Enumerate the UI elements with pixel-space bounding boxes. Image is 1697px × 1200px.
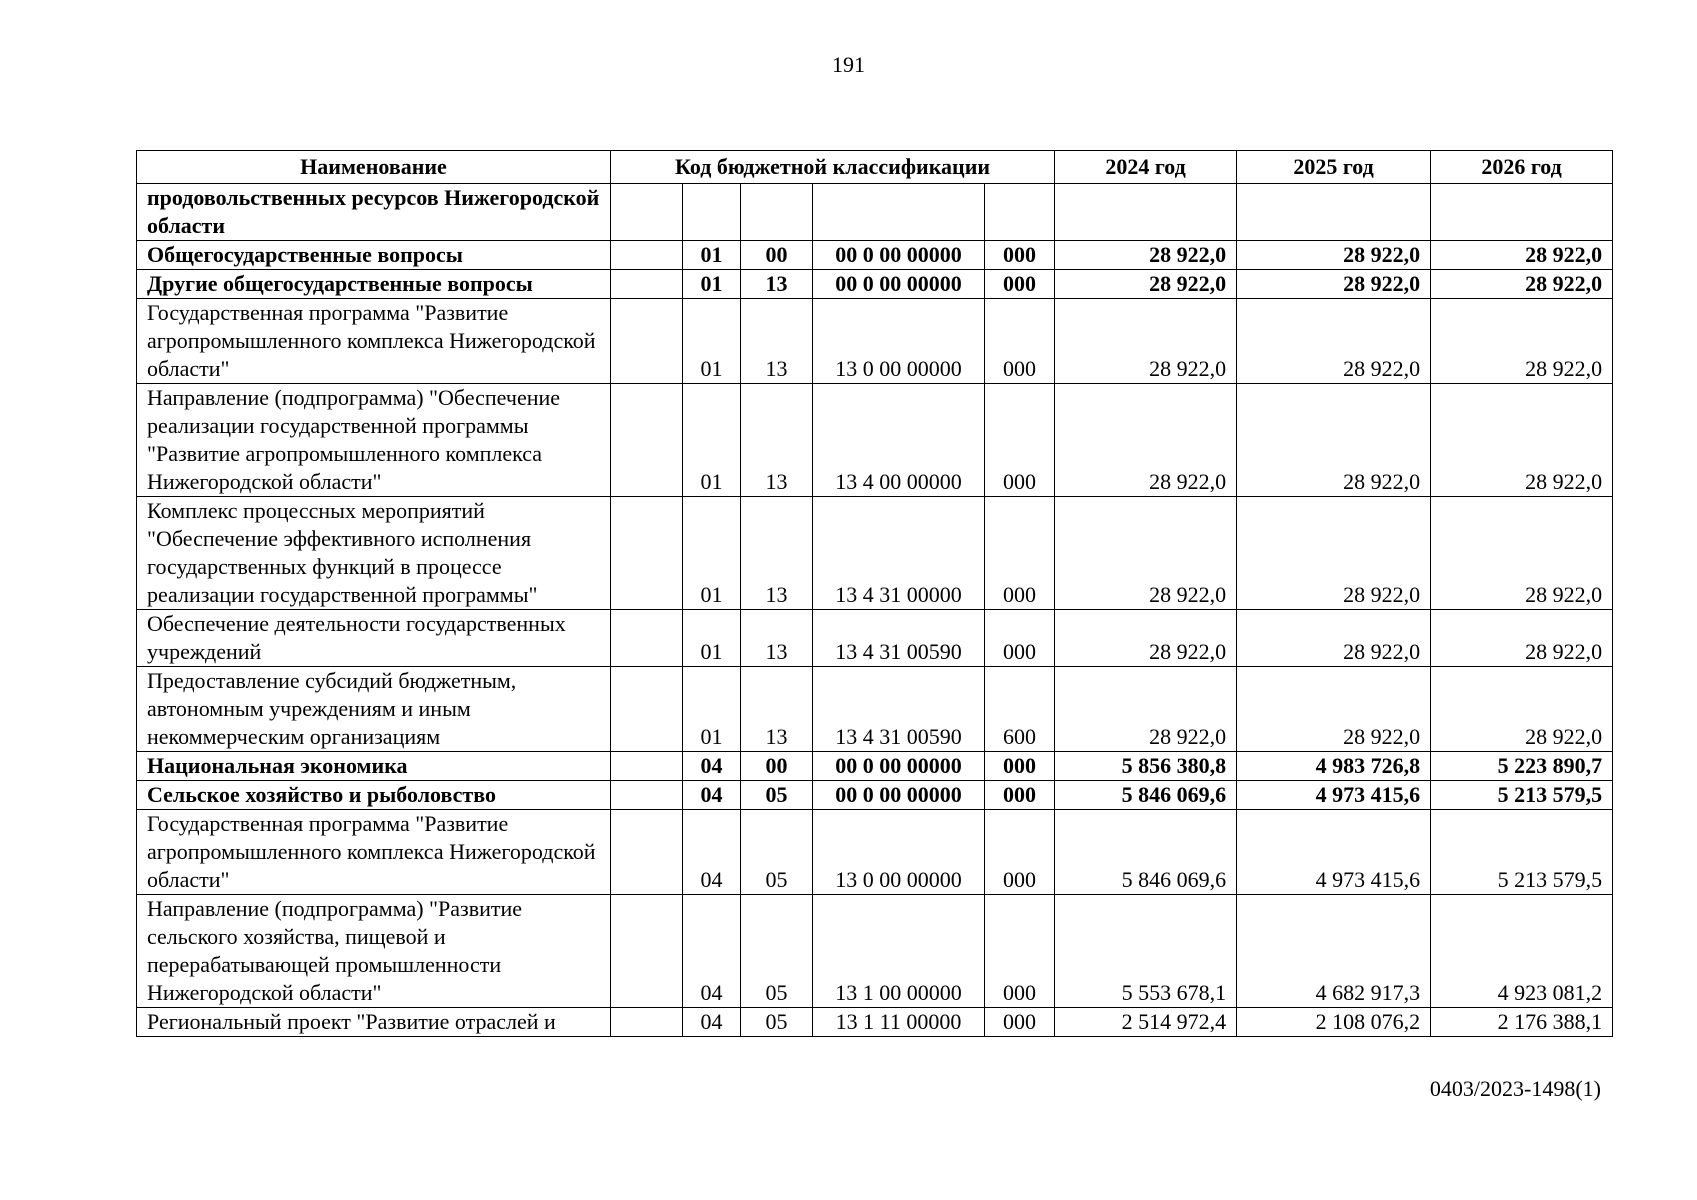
table-row (137, 752, 1613, 781)
row-empty-code-cell (611, 299, 683, 384)
row-section-code: 04 (683, 1008, 741, 1037)
row-expense-type-code: 000 (985, 497, 1055, 610)
row-section-code: 04 (683, 895, 741, 1008)
row-target-article-code: 00 0 00 00000 (813, 752, 985, 781)
row-name-cell: Государственная программа "Развитие агропромышленного комплекса Нижегородской области" (137, 299, 611, 384)
row-amount-2025: 28 922,0 (1237, 667, 1431, 752)
row-amount-2025: 28 922,0 (1237, 270, 1431, 299)
row-name-cell: Государственная программа "Развитие агропромышленного комплекса Нижегородской области" (137, 810, 611, 895)
row-subsection-code: 05 (741, 1008, 813, 1037)
row-target-article-code: 00 0 00 00000 (813, 241, 985, 270)
row-subsection-code: 13 (741, 610, 813, 667)
row-amount-2024: 28 922,0 (1055, 241, 1237, 270)
row-target-article-code: 13 4 31 00590 (813, 610, 985, 667)
table-body (137, 184, 1613, 1037)
row-subsection-code: 13 (741, 384, 813, 497)
row-name-cell: Направление (подпрограмма) "Обеспечение реализации государственной программы "Развитие агропромышленного комплекса Нижегородской области" (137, 384, 611, 497)
row-amount-2026: 28 922,0 (1431, 384, 1613, 497)
row-target-article-code: 13 1 00 00000 (813, 895, 985, 1008)
row-expense-type-code: 000 (985, 384, 1055, 497)
row-subsection-code: 00 (741, 752, 813, 781)
table-header-row (137, 151, 1613, 184)
row-amount-2025: 4 682 917,3 (1237, 895, 1431, 1008)
row-target-article-code: 13 1 11 00000 (813, 1008, 985, 1037)
row-name-cell: Другие общегосударственные вопросы (137, 270, 611, 299)
row-name-cell: Региональный проект "Развитие отраслей и (137, 1008, 611, 1037)
row-expense-type-code: 000 (985, 241, 1055, 270)
row-name-cell: продовольственных ресурсов Нижегородской области (137, 184, 611, 241)
row-expense-type-code: 000 (985, 1008, 1055, 1037)
row-subsection-code: 00 (741, 241, 813, 270)
page-number: 191 (832, 52, 865, 77)
row-amount-2025: 28 922,0 (1237, 497, 1431, 610)
row-amount-2026: 5 213 579,5 (1431, 810, 1613, 895)
row-expense-type-code: 600 (985, 667, 1055, 752)
row-subsection-code: 05 (741, 781, 813, 810)
row-subsection-code: 13 (741, 270, 813, 299)
row-target-article-code: 13 0 00 00000 (813, 810, 985, 895)
row-section-code (683, 184, 741, 241)
row-empty-code-cell (611, 1008, 683, 1037)
row-section-code: 04 (683, 781, 741, 810)
row-expense-type-code (985, 184, 1055, 241)
row-amount-2026: 5 223 890,7 (1431, 752, 1613, 781)
header-2025: 2025 год (1237, 151, 1431, 184)
row-subsection-code: 13 (741, 299, 813, 384)
row-section-code: 01 (683, 270, 741, 299)
row-expense-type-code: 000 (985, 810, 1055, 895)
table-row (137, 384, 1613, 497)
row-target-article-code: 00 0 00 00000 (813, 270, 985, 299)
row-amount-2025: 28 922,0 (1237, 299, 1431, 384)
row-section-code: 01 (683, 667, 741, 752)
row-empty-code-cell (611, 270, 683, 299)
row-empty-code-cell (611, 781, 683, 810)
row-section-code: 01 (683, 241, 741, 270)
row-amount-2026 (1431, 184, 1613, 241)
row-amount-2025: 4 983 726,8 (1237, 752, 1431, 781)
row-subsection-code: 05 (741, 810, 813, 895)
budget-table (136, 150, 1613, 1037)
row-amount-2024: 28 922,0 (1055, 667, 1237, 752)
row-amount-2026: 28 922,0 (1431, 610, 1613, 667)
row-amount-2024: 5 553 678,1 (1055, 895, 1237, 1008)
row-empty-code-cell (611, 895, 683, 1008)
table-row (137, 184, 1613, 241)
row-section-code: 01 (683, 384, 741, 497)
row-amount-2026: 5 213 579,5 (1431, 781, 1613, 810)
row-name-cell: Национальная экономика (137, 752, 611, 781)
row-amount-2024: 28 922,0 (1055, 497, 1237, 610)
document-code: 0403/2023-1498(1) (1429, 1076, 1601, 1101)
row-section-code: 01 (683, 497, 741, 610)
table-row (137, 895, 1613, 1008)
table-row (137, 241, 1613, 270)
table-row (137, 270, 1613, 299)
table-row (137, 781, 1613, 810)
row-amount-2025: 28 922,0 (1237, 241, 1431, 270)
row-target-article-code: 13 4 31 00590 (813, 667, 985, 752)
header-code: Код бюджетной классификации (611, 151, 1055, 184)
row-expense-type-code: 000 (985, 895, 1055, 1008)
row-name-cell: Обеспечение деятельности государственных учреждений (137, 610, 611, 667)
row-subsection-code: 13 (741, 667, 813, 752)
row-amount-2025 (1237, 184, 1431, 241)
table-row (137, 1008, 1613, 1037)
row-expense-type-code: 000 (985, 299, 1055, 384)
row-expense-type-code: 000 (985, 752, 1055, 781)
row-amount-2024: 5 846 069,6 (1055, 781, 1237, 810)
row-amount-2025: 28 922,0 (1237, 610, 1431, 667)
row-name-cell: Комплекс процессных мероприятий "Обеспечение эффективного исполнения государственных функций в процессе реализации государственной программы" (137, 497, 611, 610)
row-amount-2024 (1055, 184, 1237, 241)
row-amount-2024: 5 846 069,6 (1055, 810, 1237, 895)
row-empty-code-cell (611, 384, 683, 497)
row-amount-2024: 28 922,0 (1055, 384, 1237, 497)
table-row (137, 299, 1613, 384)
row-amount-2024: 5 856 380,8 (1055, 752, 1237, 781)
row-subsection-code (741, 184, 813, 241)
table-row (137, 810, 1613, 895)
row-target-article-code: 13 4 00 00000 (813, 384, 985, 497)
row-empty-code-cell (611, 752, 683, 781)
row-empty-code-cell (611, 667, 683, 752)
row-target-article-code: 13 4 31 00000 (813, 497, 985, 610)
row-amount-2026: 28 922,0 (1431, 667, 1613, 752)
row-section-code: 04 (683, 810, 741, 895)
row-section-code: 04 (683, 752, 741, 781)
row-empty-code-cell (611, 184, 683, 241)
row-name-cell: Сельское хозяйство и рыболовство (137, 781, 611, 810)
row-target-article-code: 00 0 00 00000 (813, 781, 985, 810)
row-amount-2026: 4 923 081,2 (1431, 895, 1613, 1008)
table-row (137, 497, 1613, 610)
header-2026: 2026 год (1431, 151, 1613, 184)
row-amount-2026: 28 922,0 (1431, 270, 1613, 299)
row-amount-2025: 2 108 076,2 (1237, 1008, 1431, 1037)
row-name-cell: Общегосударственные вопросы (137, 241, 611, 270)
row-amount-2024: 2 514 972,4 (1055, 1008, 1237, 1037)
row-amount-2025: 28 922,0 (1237, 384, 1431, 497)
table-row (137, 610, 1613, 667)
row-subsection-code: 05 (741, 895, 813, 1008)
header-2024: 2024 год (1055, 151, 1237, 184)
row-empty-code-cell (611, 241, 683, 270)
row-section-code: 01 (683, 610, 741, 667)
row-amount-2024: 28 922,0 (1055, 299, 1237, 384)
row-amount-2026: 28 922,0 (1431, 241, 1613, 270)
row-empty-code-cell (611, 610, 683, 667)
row-expense-type-code: 000 (985, 610, 1055, 667)
row-expense-type-code: 000 (985, 270, 1055, 299)
row-amount-2025: 4 973 415,6 (1237, 810, 1431, 895)
row-expense-type-code: 000 (985, 781, 1055, 810)
row-target-article-code (813, 184, 985, 241)
row-name-cell: Направление (подпрограмма) "Развитие сельского хозяйства, пищевой и перерабатывающей промышленности Нижегородской области" (137, 895, 611, 1008)
header-name: Наименование (137, 151, 611, 184)
row-amount-2024: 28 922,0 (1055, 610, 1237, 667)
row-amount-2026: 28 922,0 (1431, 299, 1613, 384)
row-amount-2024: 28 922,0 (1055, 270, 1237, 299)
row-section-code: 01 (683, 299, 741, 384)
row-target-article-code: 13 0 00 00000 (813, 299, 985, 384)
row-amount-2025: 4 973 415,6 (1237, 781, 1431, 810)
row-amount-2026: 2 176 388,1 (1431, 1008, 1613, 1037)
row-empty-code-cell (611, 497, 683, 610)
row-amount-2026: 28 922,0 (1431, 497, 1613, 610)
row-empty-code-cell (611, 810, 683, 895)
row-subsection-code: 13 (741, 497, 813, 610)
row-name-cell: Предоставление субсидий бюджетным, автономным учреждениям и иным некоммерческим организациям (137, 667, 611, 752)
table-row (137, 667, 1613, 752)
